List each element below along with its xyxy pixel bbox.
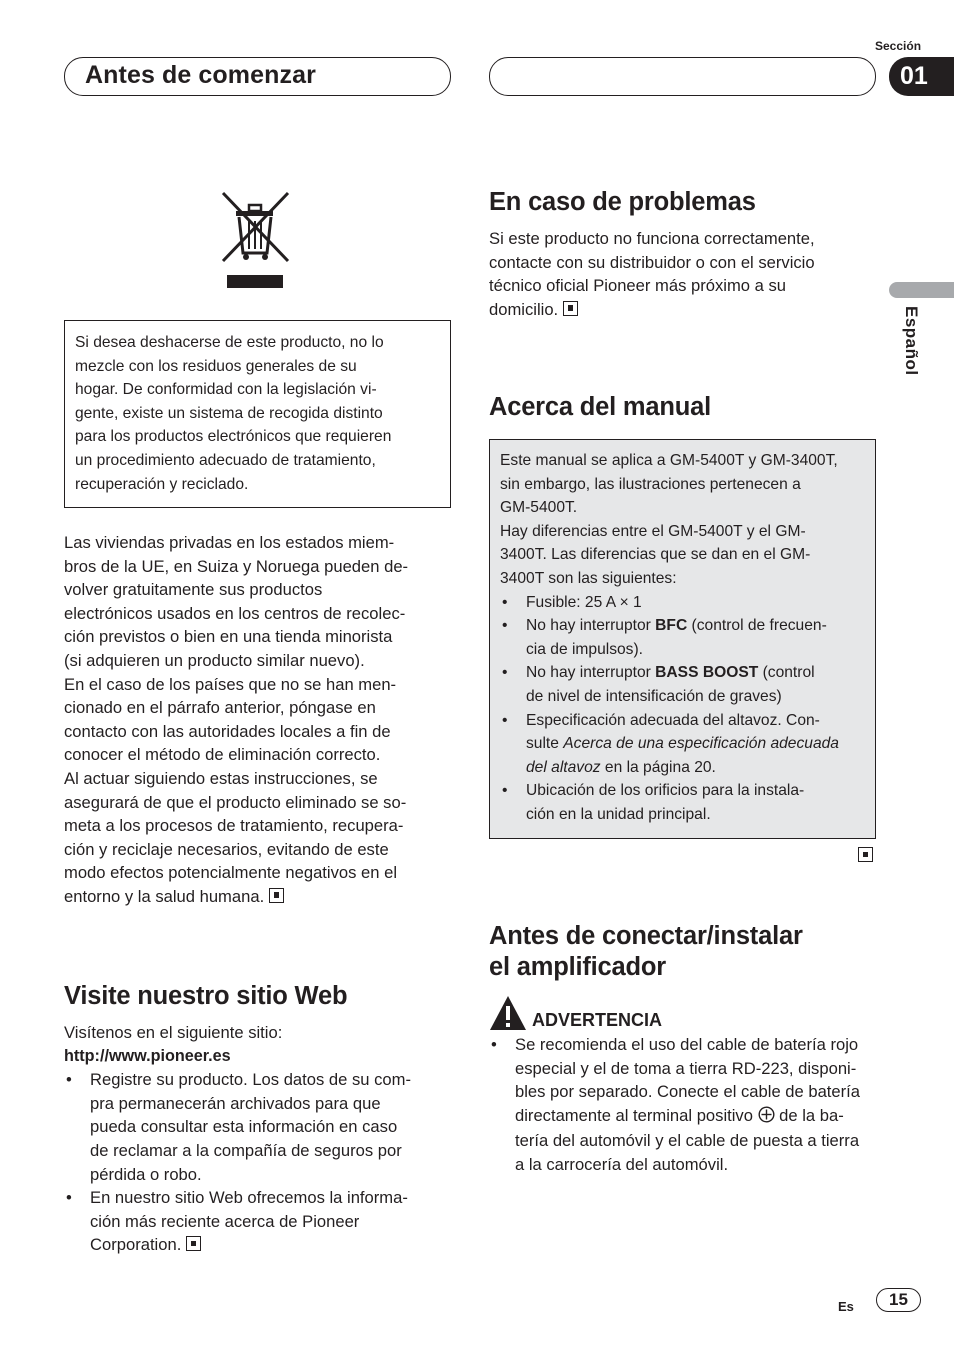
text-line: de reclamar a la compañía de seguros por xyxy=(90,1140,402,1160)
text-line: bros de la UE, en Suiza y Noruega pueden de- xyxy=(64,556,409,576)
text-line xyxy=(515,1104,884,1130)
list-item xyxy=(489,1033,884,1177)
text-line: • En nuestro sitio Web ofrecemos la informa- xyxy=(90,1188,408,1208)
heading-line: Antes de conectar/instalar xyxy=(489,922,803,950)
text-line: pérdida o robo. xyxy=(90,1164,202,1184)
list-item xyxy=(500,709,865,780)
language-code: Es xyxy=(838,1299,854,1314)
language-label: Español xyxy=(902,306,921,376)
text-line xyxy=(526,756,865,780)
text-line xyxy=(526,614,865,638)
text-line: asegurará de que el producto eliminado se so- xyxy=(64,792,407,812)
problems-heading: En caso de problemas xyxy=(489,188,756,216)
text-line: para los productos electrónicos que requieren xyxy=(75,428,392,446)
text-segment: No hay interruptor xyxy=(526,664,656,682)
text-line: especial y el de toma a tierra RD-223, disponi- xyxy=(515,1058,857,1078)
section-number-badge: 01 xyxy=(889,57,954,96)
text-segment: de la ba- xyxy=(774,1105,844,1125)
text-line: contacte con su distribuidor o con el servicio xyxy=(489,252,815,272)
disposal-notice-text xyxy=(75,331,440,496)
end-mark-icon xyxy=(858,847,873,862)
text-line: ción más reciente acerca de Pioneer xyxy=(90,1211,360,1231)
text-line: Hay diferencias entre el GM-5400T y el GM- xyxy=(500,522,806,540)
disposal-notice-box xyxy=(64,320,451,508)
weee-bin-icon xyxy=(221,191,291,294)
text-line: • Se recomienda el uso del cable de batería rojo xyxy=(515,1035,859,1054)
text-line xyxy=(489,298,884,322)
text-line: • Registre su producto. Los datos de su com- xyxy=(90,1070,411,1090)
chapter-title: Antes de comenzar xyxy=(85,61,316,89)
chapter-header xyxy=(64,57,451,96)
text-line: • Ubicación de los orificios para la instala- xyxy=(526,782,805,800)
text-line: • Fusible: 25 A × 1 xyxy=(526,593,642,611)
end-mark-icon xyxy=(269,888,284,903)
end-mark-icon xyxy=(563,301,578,316)
text-line xyxy=(64,885,454,909)
page-number: 15 xyxy=(876,1288,921,1312)
text-line: cionado en el párrafo anterior, póngase en xyxy=(64,698,376,718)
plus-terminal-icon xyxy=(758,1106,775,1130)
text-segment: Corporation. xyxy=(90,1235,182,1255)
text-segment: domicilio. xyxy=(489,299,559,319)
switch-name: BFC xyxy=(655,617,688,635)
cross-reference: del altavoz xyxy=(526,758,601,776)
text-segment: directamente al terminal positivo xyxy=(515,1105,758,1125)
manual-heading: Acerca del manual xyxy=(489,393,711,421)
list-item xyxy=(500,614,865,661)
text-line xyxy=(526,661,865,685)
text-line: de nivel de intensificación de graves) xyxy=(526,687,782,705)
header-blank-pill xyxy=(489,57,876,96)
text-line: conocer el método de eliminación correcto. xyxy=(64,745,381,765)
text-line: meta a los procesos de tratamiento, recupera- xyxy=(64,816,404,836)
text-line: Si este producto no funciona correctamente, xyxy=(489,229,815,248)
text-line: bles por separado. Conecte el cable de batería xyxy=(515,1082,861,1102)
section-label: Sección xyxy=(875,39,922,53)
website-url-link[interactable]: http://www.pioneer.es xyxy=(64,1046,231,1065)
list-item xyxy=(64,1186,454,1257)
text-line: volver gratuitamente sus productos xyxy=(64,580,323,600)
text-line: Las viviendas privadas en los estados miem- xyxy=(64,533,395,552)
text-line: • Especificación adecuada del altavoz. Con- xyxy=(526,711,820,729)
manual-end-mark xyxy=(853,847,873,866)
website-heading: Visite nuestro sitio Web xyxy=(64,982,348,1010)
manual-info-box xyxy=(489,439,876,839)
list-item xyxy=(500,779,865,826)
text-line: En el caso de los países que no se han men- xyxy=(64,674,397,694)
text-line: recuperación y reciclado. xyxy=(75,475,249,493)
text-line: mezcle con los residuos generales de su xyxy=(75,357,357,375)
text-line: ción previstos o bien en una tienda minorista xyxy=(64,627,393,647)
text-line: Al actuar siguiendo estas instrucciones, se xyxy=(64,768,378,788)
text-line: pra permanecerán archivados para que xyxy=(90,1093,381,1113)
heading-line: el amplificador xyxy=(489,953,666,981)
text-segment: en la página 20. xyxy=(600,758,716,776)
text-line: 3400T son las siguientes: xyxy=(500,569,677,587)
text-line: hogar. De conformidad con la legislación vi- xyxy=(75,381,377,399)
text-line: contacto con las autoridades locales a fin de xyxy=(64,721,391,741)
text-line: ción y reciclaje necesarios, evitando de este xyxy=(64,839,389,859)
install-body xyxy=(489,1033,884,1177)
text-line: gente, existe un sistema de recogida distinto xyxy=(75,404,383,422)
text-line: electrónicos usados en los centros de recolec- xyxy=(64,603,406,623)
text-line: Si desea deshacerse de este producto, no lo xyxy=(75,334,384,351)
text-line: cia de impulsos). xyxy=(526,640,643,658)
text-line xyxy=(526,732,865,756)
text-line: (si adquieren un producto similar nuevo). xyxy=(64,650,365,670)
cross-reference: Acerca de una especificación adecuada xyxy=(563,735,839,753)
website-intro: Visítenos en el siguiente sitio: xyxy=(64,1023,283,1042)
text-line: sin embargo, las ilustraciones pertenecen a xyxy=(500,475,801,493)
text-segment: (control xyxy=(758,664,815,682)
switch-name: BASS BOOST xyxy=(655,664,759,682)
text-segment: entorno y la salud humana. xyxy=(64,886,265,906)
text-line: a la carrocería del automóvil. xyxy=(515,1154,729,1174)
list-item xyxy=(500,661,865,708)
text-line: pueda consultar esta información en caso xyxy=(90,1117,398,1137)
warning-triangle-icon xyxy=(489,995,527,1036)
list-item xyxy=(64,1068,454,1186)
language-tab xyxy=(889,282,954,298)
text-segment: (control de frecuen- xyxy=(687,617,827,635)
website-body xyxy=(64,1021,454,1257)
text-line: Este manual se aplica a GM-5400T y GM-3400T, xyxy=(500,452,838,469)
text-line: tería del automóvil y el cable de puesta a tierra xyxy=(515,1131,860,1151)
text-segment: sulte xyxy=(526,735,564,753)
text-line: 3400T. Las diferencias que se dan en el GM- xyxy=(500,546,811,564)
install-heading xyxy=(489,921,803,983)
disposal-body xyxy=(64,531,454,909)
text-line: técnico oficial Pioneer más próximo a su xyxy=(489,276,786,296)
list-item xyxy=(500,591,865,615)
text-line: modo efectos potencialmente negativos en el xyxy=(64,863,398,883)
warning-label: ADVERTENCIA xyxy=(532,1010,663,1030)
text-line: un procedimiento adecuado de tratamiento, xyxy=(75,451,376,469)
text-line: GM-5400T. xyxy=(500,499,578,517)
text-line: ción en la unidad principal. xyxy=(526,805,711,823)
text-line xyxy=(90,1233,454,1257)
end-mark-icon xyxy=(186,1236,201,1251)
problems-body xyxy=(489,227,884,321)
text-segment: No hay interruptor xyxy=(526,617,656,635)
